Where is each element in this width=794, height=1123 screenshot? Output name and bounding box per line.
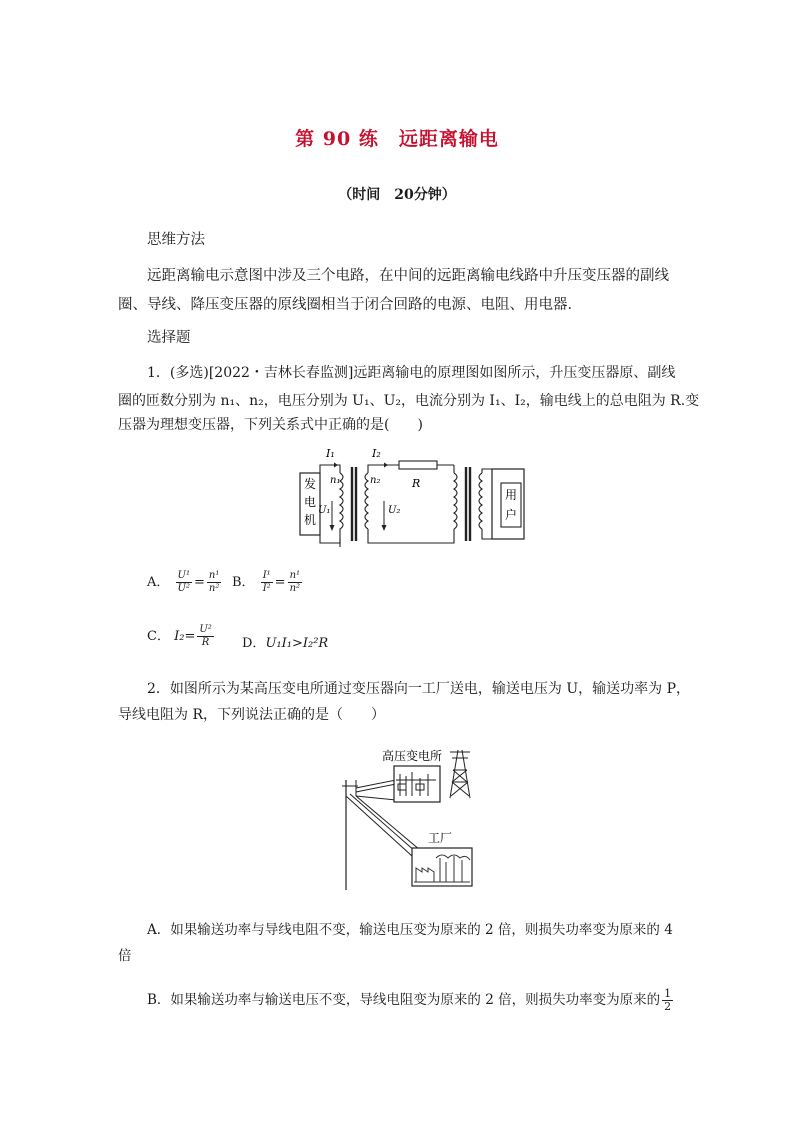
page-title: 第 90 练 远距离输电 — [295, 128, 499, 150]
q2-option-B-frac — [662, 988, 673, 1013]
option-C-label: C． — [147, 629, 170, 644]
q1-option-A: A． $\frac{\text{U¹}}{\text{U²}}$ = $\frac{\text{n¹}}{\text{n²}}$ — [147, 570, 220, 594]
method-heading: 思维方法 — [147, 232, 205, 248]
generator-label-2: 电 — [303, 495, 317, 509]
q1-option-C — [147, 624, 216, 649]
option-D-label: D． — [242, 636, 266, 651]
q2-option-A-line2: 倍 — [118, 948, 132, 964]
option-C-left: I₂= — [174, 629, 196, 644]
option-C-den: R — [201, 637, 210, 648]
option-A-den1: U² — [177, 583, 190, 594]
generator-label-1: 发 — [303, 477, 317, 491]
user-label-2: 户 — [504, 508, 518, 522]
option-C-frac — [197, 624, 213, 649]
label-I2: I₂ — [372, 447, 381, 460]
option-A-frac1 — [176, 570, 192, 595]
option-B-num2: n¹ — [289, 570, 301, 581]
factory-box — [412, 848, 472, 886]
q1-option-B: B． $\frac{\text{I¹}}{\text{I²}}$ = $\frac{\text{n¹}}{\text{n²}}$ — [232, 570, 301, 594]
option-D-text: U₁I₁>I₂²R — [265, 636, 329, 651]
q1-line3: 压器为理想变压器，下列关系式中正确的是( ) — [118, 417, 423, 433]
section-heading: 选择题 — [147, 330, 191, 346]
option-B-label: B． — [232, 575, 255, 590]
label-U2: U₂ — [388, 505, 401, 516]
option-A-num1: U¹ — [177, 570, 190, 581]
substation-factory-diagram — [336, 740, 486, 890]
time-limit: （时间 20分钟） — [338, 187, 456, 203]
label-U1: U₁ — [318, 505, 331, 516]
q2-option-B — [147, 988, 675, 1013]
option-B-frac2 — [288, 570, 302, 595]
option-B-den2: n² — [289, 583, 301, 594]
resistor-R — [399, 461, 437, 469]
substation-label: 高压变电所 — [381, 749, 443, 763]
method-text: 远距离输电示意图中涉及三个电路，在中间的远距离输电线路中升压变压器的副线圈、导线、降压变压器的原线圈相当于闭合回路的电源、电阻、用电器． — [118, 268, 669, 313]
option-B-frac1 — [261, 570, 273, 595]
factory-label: 工厂 — [427, 831, 453, 845]
option-A-den2: n² — [208, 583, 220, 594]
q1-line1: 1．(多选)[2022・吉林长春监测]远距离输电的原理图如图所示，升压变压器原、副线 — [147, 365, 676, 381]
label-n2: n₂ — [370, 475, 381, 486]
transmission-circuit-diagram — [296, 443, 536, 547]
option-B-den1: I² — [262, 583, 271, 594]
q2-option-B-text: B．如果输送功率与输送电压不变，导线电阻变为原来的 2 倍，则损失功率变为原来的 — [147, 992, 661, 1008]
q2-line1: 2．如图所示为某高压变电所通过变压器向一工厂送电，输送电压为 U，输送功率为 P， — [147, 681, 691, 697]
option-A-label: A． — [147, 575, 170, 590]
q2-option-B-num: 1 — [664, 987, 672, 1000]
q1-line2: 圈的匝数分别为 n₁、n₂，电压分别为 U₁、U₂，电流分别为 I₁、I₂，输电线上的总电阻为 R.变 — [118, 393, 700, 409]
q2-option-A-line1: A．如果输送功率与导线电阻不变，输送电压变为原来的 2 倍，则损失功率变为原来的 4 — [147, 922, 673, 938]
option-A-frac2 — [207, 570, 221, 595]
label-n1: n₁ — [330, 475, 341, 486]
option-C-num: U² — [199, 624, 212, 635]
q1-option-D — [242, 632, 328, 651]
user-label-1: 用 — [504, 488, 518, 502]
option-B-num1: I¹ — [262, 570, 271, 581]
q2-option-B-den: 2 — [664, 1000, 672, 1013]
tower-icon — [450, 750, 470, 798]
generator-label-3: 机 — [303, 513, 317, 527]
q2-line2: 导线电阻为 R，下列说法正确的是（ ） — [118, 707, 385, 723]
label-I1: I₁ — [326, 447, 335, 460]
label-R: R — [412, 477, 421, 490]
option-A-num2: n¹ — [208, 570, 220, 581]
